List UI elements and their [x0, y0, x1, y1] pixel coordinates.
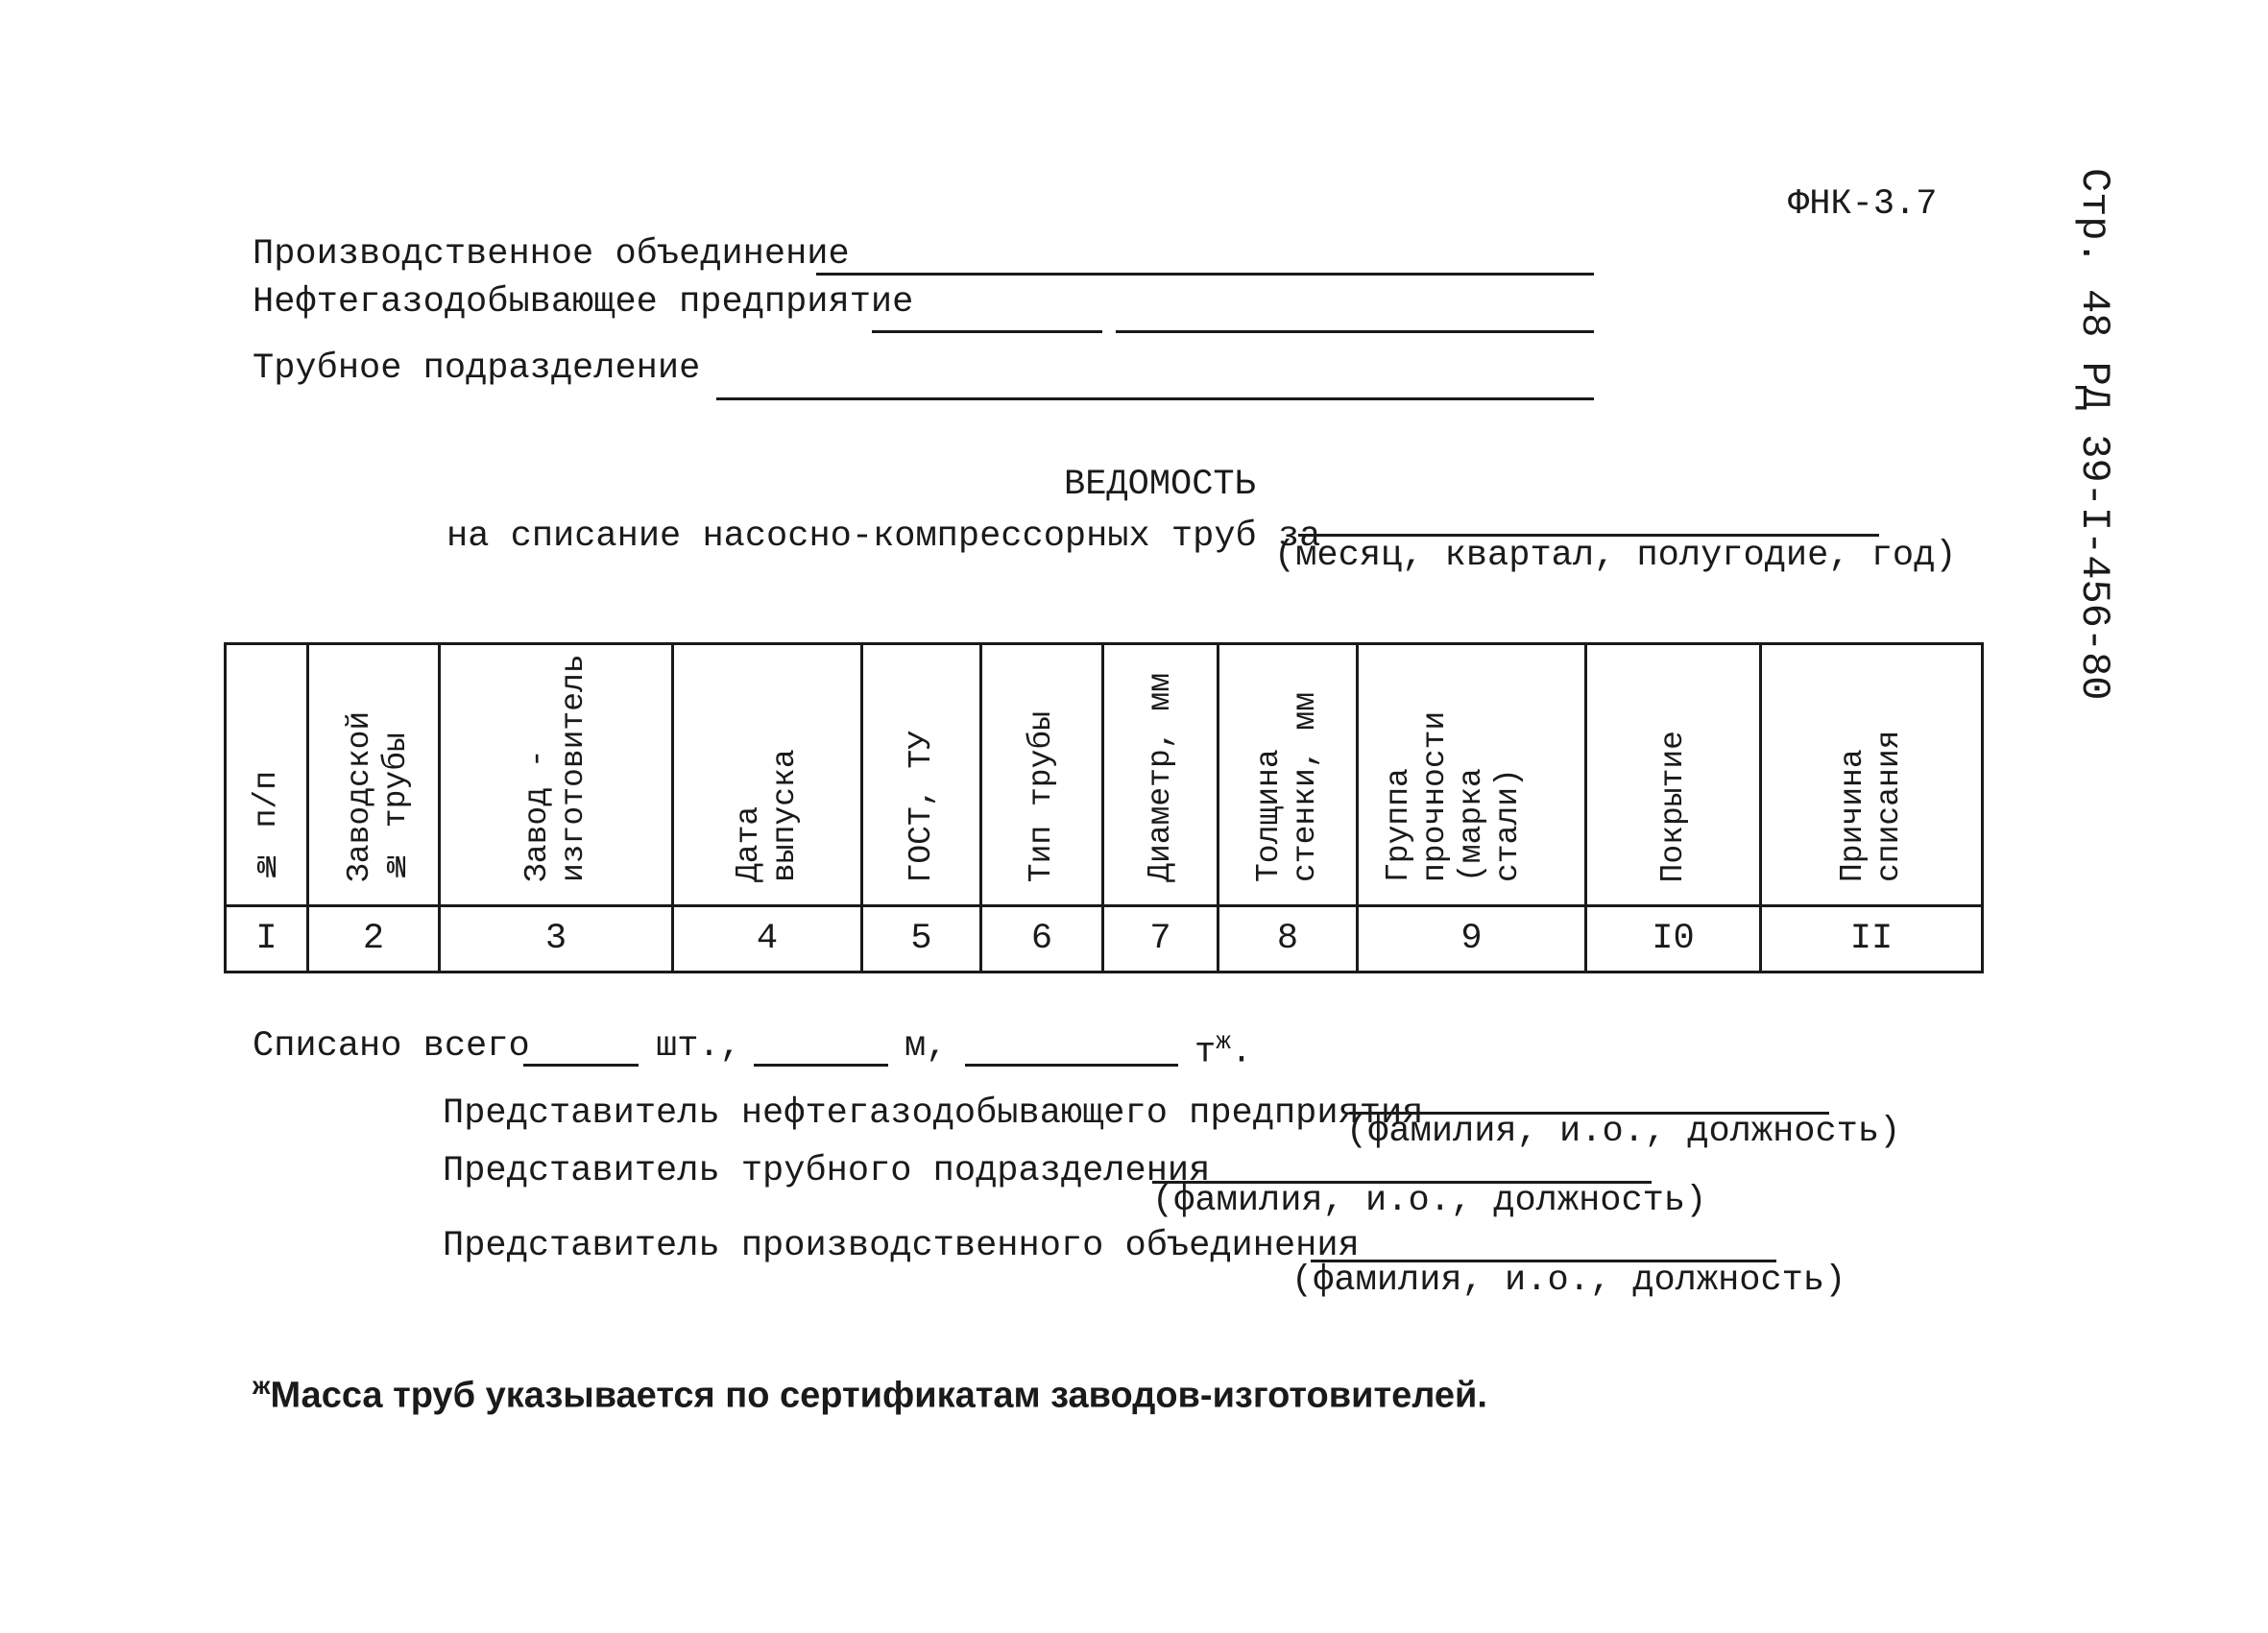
col-number-cell: 6: [981, 906, 1103, 973]
col-header-manufacturer: Завод - изготовитель: [519, 654, 591, 882]
col-number-cell: I: [226, 906, 308, 973]
rep-enterprise-hint: (фамилия, и.о., должность): [1346, 1112, 1901, 1152]
col-header-gost: ГОСТ, ТУ: [903, 730, 939, 882]
col-number-cell: 8: [1218, 906, 1358, 973]
form-code: ФНК-3.7: [1788, 184, 1938, 225]
rep-association-hint: (фамилия, и.о., должность): [1291, 1261, 1846, 1301]
col-number-cell: 7: [1103, 906, 1218, 973]
col-number-cell: I0: [1586, 906, 1761, 973]
table-number-row: [226, 906, 1983, 973]
col-header-cell: [308, 644, 440, 906]
col-header-serial: Заводской № трубы: [342, 710, 414, 882]
col-header-diameter: Диаметр, мм: [1142, 673, 1178, 882]
col-header-cell: [226, 644, 308, 906]
col-number-cell: II: [1761, 906, 1983, 973]
document-subtitle: на списание насосно-компрессорных труб за: [446, 516, 1321, 557]
col-header-strength: Группа прочности (марка стали): [1380, 710, 1526, 882]
production-association-label: Производственное объединение: [253, 234, 850, 275]
total-t-label: т: [1194, 1032, 1217, 1073]
production-association-line: [816, 273, 1594, 276]
col-header-date: Дата выпуска: [731, 749, 803, 882]
total-t-unit: [1194, 1027, 1253, 1073]
document-title: ВЕДОМОСТЬ: [1064, 465, 1256, 505]
col-header-cell: [981, 644, 1103, 906]
rep-association-label: Представитель производственного объединения: [443, 1226, 1360, 1266]
total-m-unit: м,: [905, 1026, 948, 1067]
rep-division-hint: (фамилия, и.о., должность): [1152, 1181, 1707, 1221]
pipe-division-label: Трубное подразделение: [253, 348, 701, 389]
col-header-cell: [1103, 644, 1218, 906]
oil-gas-enterprise-line-2: [1116, 330, 1594, 333]
col-header-number: № п/п: [248, 770, 284, 882]
col-number-cell: 4: [673, 906, 862, 973]
col-header-cell: [862, 644, 981, 906]
rep-division-label: Представитель трубного подразделения: [443, 1151, 1211, 1191]
col-header-cell: [1218, 644, 1358, 906]
col-number-cell: 3: [440, 906, 673, 973]
written-off-total-label: Списано всего: [253, 1026, 530, 1067]
col-header-cell: [1358, 644, 1586, 906]
page-reference: Стр. 48 РД 39-I-456-80: [2071, 168, 2117, 701]
total-pcs-unit: шт.,: [656, 1026, 741, 1067]
col-header-cell: [440, 644, 673, 906]
rep-enterprise-label: Представитель нефтегазодобывающего предприятия: [443, 1093, 1424, 1134]
col-header-cell: [1761, 644, 1983, 906]
table-header-row: [226, 644, 1983, 906]
total-m-line: [754, 1064, 888, 1067]
col-header-wall: Толщина стенки, мм: [1251, 691, 1323, 882]
col-header-coating: Покрытие: [1654, 730, 1691, 882]
col-header-pipe-type: Тип трубы: [1024, 710, 1060, 882]
col-number-cell: 5: [862, 906, 981, 973]
total-t-line: [965, 1064, 1178, 1067]
period-hint: (месяц, квартал, полугодие, год): [1274, 536, 1957, 576]
total-end: .: [1230, 1032, 1253, 1073]
col-header-reason: Причина списания: [1835, 730, 1907, 882]
total-pcs-line: [523, 1064, 639, 1067]
col-header-cell: [673, 644, 862, 906]
footnote-mark: ж: [253, 1371, 271, 1400]
col-number-cell: 9: [1358, 906, 1586, 973]
col-number-cell: 2: [308, 906, 440, 973]
col-header-cell: [1586, 644, 1761, 906]
footnote: [253, 1371, 1487, 1417]
oil-gas-enterprise-line-1: [872, 330, 1102, 333]
oil-gas-enterprise-label: Нефтегазодобывающее предприятие: [253, 282, 914, 323]
footnote-text: Масса труб указывается по сертификатам заводов-изготовителей.: [270, 1375, 1487, 1416]
pipes-table: [224, 642, 1984, 973]
pipe-division-line: [716, 397, 1594, 400]
footnote-marker: ж: [1216, 1027, 1231, 1056]
